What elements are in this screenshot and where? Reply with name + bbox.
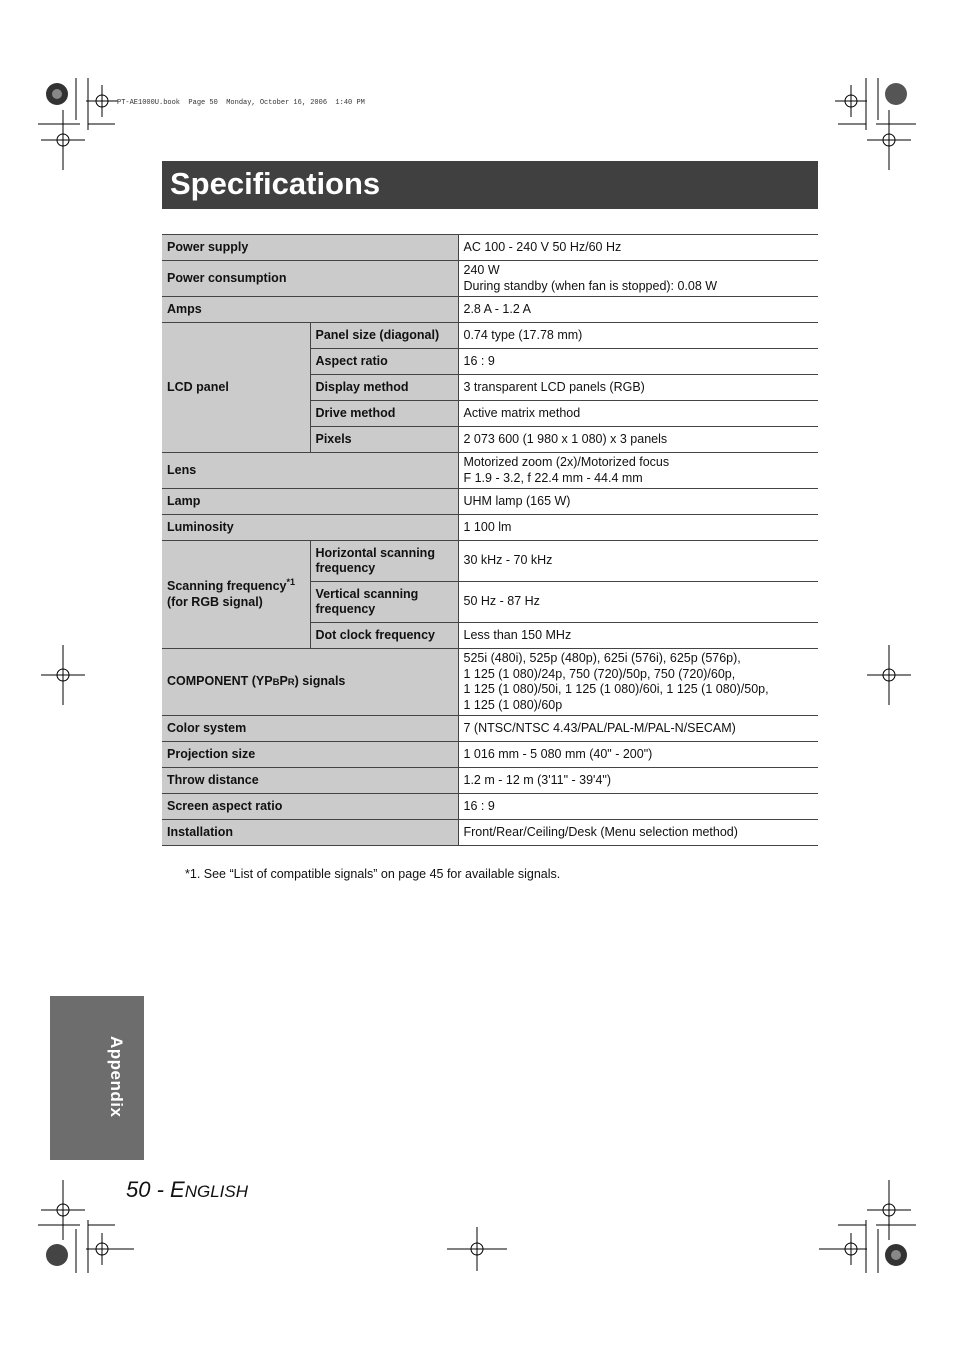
spec-sublabel: Panel size (diagonal)	[310, 323, 458, 349]
spec-label-part: R	[287, 676, 295, 688]
spec-value-line: 525i (480i), 525p (480p), 625i (576i), 625p (576p),	[463, 651, 741, 665]
spec-sublabel: Aspect ratio	[310, 349, 458, 375]
spec-label-part: P	[264, 673, 273, 688]
footnote-ref: *1	[286, 576, 295, 587]
spec-value: UHM lamp (165 W)	[458, 489, 818, 515]
spec-value	[458, 649, 818, 716]
spec-value: Active matrix method	[458, 401, 818, 427]
spec-label: Luminosity	[162, 515, 458, 541]
spec-label-line: frequency	[315, 561, 376, 575]
spec-label-part: COMPONENT (Y	[167, 673, 265, 688]
spec-label-line: frequency	[315, 602, 376, 616]
spec-sublabel: Pixels	[310, 427, 458, 453]
page-title: Specifications	[170, 166, 381, 201]
spec-value: 0.74 type (17.78 mm)	[458, 323, 818, 349]
page-number	[126, 1177, 248, 1203]
table-row	[162, 323, 818, 349]
table-row	[162, 541, 818, 582]
table-row	[162, 235, 818, 261]
spec-value: 16 : 9	[458, 349, 818, 375]
table-row	[162, 489, 818, 515]
spec-value-line: F 1.9 - 3.2, f 22.4 mm - 44.4 mm	[463, 470, 643, 485]
table-row	[162, 515, 818, 541]
spec-value	[458, 261, 818, 297]
spec-label: Lamp	[162, 489, 458, 515]
spec-value: 2.8 A - 1.2 A	[458, 297, 818, 323]
spec-label-line: Vertical scanning	[315, 586, 419, 601]
table-row	[162, 794, 818, 820]
spec-value: Front/Rear/Ceiling/Desk (Menu selection method)	[458, 820, 818, 846]
table-row	[162, 649, 818, 716]
spec-value: 7 (NTSC/NTSC 4.43/PAL/PAL-M/PAL-N/SECAM)	[458, 716, 818, 742]
spec-label: Lens	[162, 453, 458, 489]
spec-label: Amps	[162, 297, 458, 323]
spec-value-line: 240 W	[463, 263, 500, 277]
page-number-text: 50 - E	[126, 1177, 185, 1202]
section-tab	[50, 996, 144, 1160]
spec-label-part: ) signals	[294, 673, 346, 688]
spec-label-part: B	[272, 676, 280, 688]
spec-value: 1 016 mm - 5 080 mm (40" - 200")	[458, 742, 818, 768]
table-row	[162, 297, 818, 323]
spec-value: Less than 150 MHz	[458, 623, 818, 649]
spec-value: 30 kHz - 70 kHz	[458, 541, 818, 582]
specifications-table	[162, 234, 818, 846]
table-row	[162, 261, 818, 297]
spec-value: 1 100 lm	[458, 515, 818, 541]
spec-group-label: LCD panel	[162, 323, 310, 453]
spec-value-line: 1 125 (1 080)/60p	[463, 697, 563, 712]
spec-label-part: P	[279, 673, 288, 688]
spec-label: Power supply	[162, 235, 458, 261]
spec-label: Installation	[162, 820, 458, 846]
spec-label	[162, 649, 458, 716]
section-tab-label: Appendix	[107, 1036, 126, 1118]
spec-value	[458, 453, 818, 489]
spec-value: 3 transparent LCD panels (RGB)	[458, 375, 818, 401]
spec-sublabel: Display method	[310, 375, 458, 401]
spec-value: 2 073 600 (1 980 x 1 080) x 3 panels	[458, 427, 818, 453]
spec-label-line: Scanning frequency	[167, 579, 287, 593]
spec-value: AC 100 - 240 V 50 Hz/60 Hz	[458, 235, 818, 261]
spec-sublabel: Drive method	[310, 401, 458, 427]
table-row	[162, 453, 818, 489]
footnote: *1. See “List of compatible signals” on page 45 for available signals.	[185, 867, 561, 881]
table-row	[162, 716, 818, 742]
page-language-text: NGLISH	[184, 1182, 248, 1201]
spec-value: 1.2 m - 12 m (3'11" - 39'4")	[458, 768, 818, 794]
spec-label-line: (for RGB signal)	[167, 594, 263, 609]
spec-label: Screen aspect ratio	[162, 794, 458, 820]
spec-sublabel	[310, 541, 458, 582]
spec-value-line: During standby (when fan is stopped): 0.08 W	[463, 278, 718, 293]
spec-value: 16 : 9	[458, 794, 818, 820]
page-title-bar	[162, 161, 818, 209]
spec-label: Color system	[162, 716, 458, 742]
spec-value-line: 1 125 (1 080)/50i, 1 125 (1 080)/60i, 1 125 (1 080)/50p,	[463, 682, 769, 696]
spec-label: Power consumption	[162, 261, 458, 297]
spec-label: Throw distance	[162, 768, 458, 794]
spec-group-label	[162, 541, 310, 649]
spec-label-line: Horizontal scanning	[315, 545, 435, 560]
spec-label: Projection size	[162, 742, 458, 768]
table-row	[162, 742, 818, 768]
spec-value: 50 Hz - 87 Hz	[458, 582, 818, 623]
spec-value-line: 1 125 (1 080)/24p, 750 (720)/50p, 750 (720)/60p,	[463, 666, 736, 681]
table-row	[162, 768, 818, 794]
spec-sublabel	[310, 582, 458, 623]
spec-sublabel: Dot clock frequency	[310, 623, 458, 649]
table-row	[162, 820, 818, 846]
spec-value-line: Motorized zoom (2x)/Motorized focus	[463, 455, 670, 469]
book-info-line: PT-AE1000U.book Page 50 Monday, October 16, 2006 1:40 PM	[117, 99, 365, 107]
